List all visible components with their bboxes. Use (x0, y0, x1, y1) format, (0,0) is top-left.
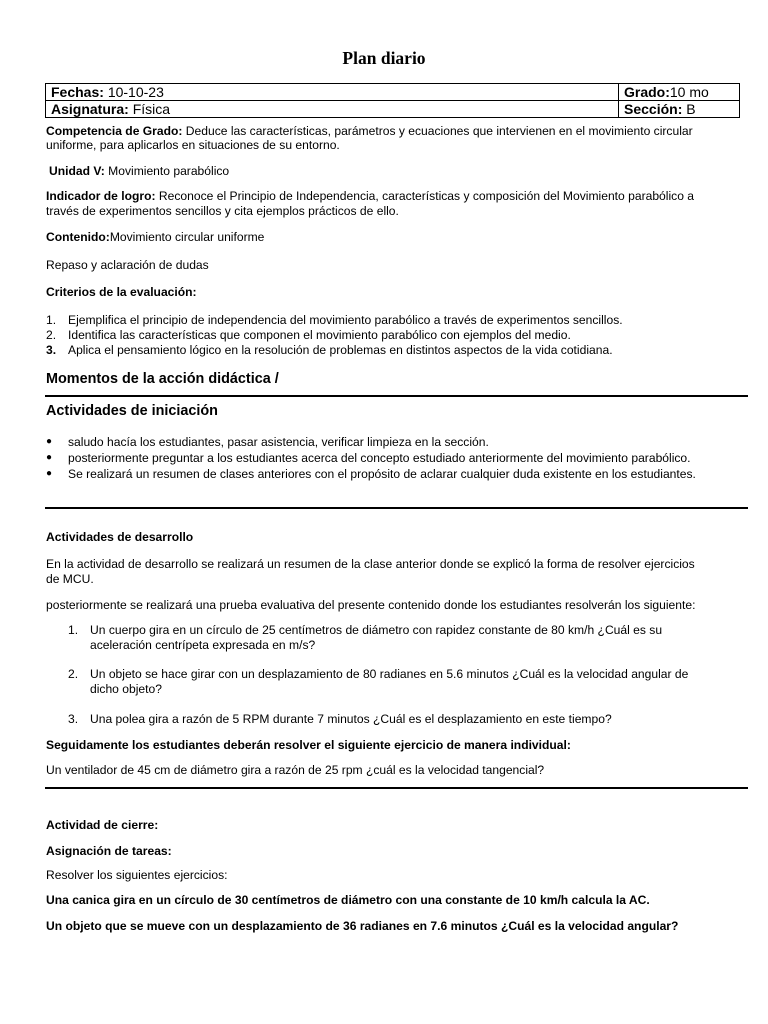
contenido-label: Contenido: (46, 230, 110, 244)
page-title: Plan diario (342, 48, 426, 68)
problem-line1: Una polea gira a razón de 5 RPM durante 7 minutos ¿Cuál es el desplazamiento en este tiempo? (90, 712, 612, 726)
contenido-line (46, 230, 264, 244)
desarrollo-para1-line2: de MCU. (46, 572, 94, 586)
problem-line2: dicho objeto? (90, 682, 162, 696)
asignatura-value: Física (132, 101, 171, 117)
seccion-cell (619, 101, 740, 118)
homework-exercise: Un objeto que se mueve con un desplazamiento de 36 radianes en 7.6 minutos ¿Cuál es la velocidad angular? (46, 919, 679, 933)
indicador-text: Reconoce el Principio de Independencia, características y composición del Movimiento parabólico a (158, 189, 695, 203)
unidad-text: Movimiento parabólico (108, 164, 230, 178)
fechas-value: 10-10-23 (107, 84, 164, 100)
criterio-text: Identifica las características que componen el movimiento parabólico con ejemplos del medio. (68, 328, 571, 342)
fechas-cell (46, 84, 619, 101)
criterio-number: 2. (46, 328, 57, 342)
unidad-line (49, 164, 229, 178)
list-item-text: posteriormente preguntar a los estudiantes acerca del concepto estudiado anteriormente del movimiento parabólico. (68, 451, 691, 465)
problem-line1: Un cuerpo gira en un círculo de 25 centímetros de diámetro con rapidez constante de 80 km/h ¿Cuál es su (90, 623, 663, 637)
criterios-heading: Criterios de la evaluación: (46, 285, 197, 299)
list-item-text: Se realizará un resumen de clases anteriores con el propósito de aclarar cualquier duda existente en los estudiantes. (68, 467, 696, 481)
section-divider (45, 787, 748, 789)
seccion-label: Sección: (624, 101, 683, 117)
header-row (46, 84, 740, 101)
section-divider (45, 507, 748, 509)
competencia-line1 (46, 124, 693, 138)
indicador-label: Indicador de logro: (46, 189, 156, 203)
cierre-heading: Actividad de cierre: (46, 818, 159, 832)
bullet-icon: ● (46, 436, 53, 447)
momentos-heading: Momentos de la acción didáctica / (46, 371, 279, 387)
homework-exercise: Una canica gira en un círculo de 30 centímetros de diámetro con una constante de 10 km/h calcula la AC. (46, 893, 650, 907)
unidad-label: Unidad V: (49, 164, 105, 178)
criterio-text: Ejemplifica el principio de independencia del movimiento parabólico a través de experimentos sencillos. (68, 313, 623, 327)
criterio-number: 3. (46, 343, 57, 357)
list-item-text: saludo hacía los estudiantes, pasar asistencia, verificar limpieza en la sección. (68, 435, 489, 449)
criterio-number: 1. (46, 313, 57, 327)
desarrollo-para1-line1: En la actividad de desarrollo se realizará un resumen de la clase anterior donde se explicó la forma de resolver ejercicios (46, 557, 695, 571)
competencia-label: Competencia de Grado: (46, 124, 183, 138)
seccion-value: B (686, 101, 696, 117)
tareas-heading: Asignación de tareas: (46, 844, 172, 858)
grado-label: Grado: (624, 84, 670, 100)
fechas-label: Fechas: (51, 84, 104, 100)
individual-text: Un ventilador de 45 cm de diámetro gira a razón de 25 rpm ¿cuál es la velocidad tangencial? (46, 763, 545, 777)
tareas-intro: Resolver los siguientes ejercicios: (46, 868, 228, 882)
header-table (45, 83, 740, 118)
problem-number: 2. (68, 667, 79, 681)
indicador-line2: través de experimentos sencillos y cita ejemplos prácticos de ello. (46, 204, 399, 218)
desarrollo-para2: posteriormente se realizará una prueba evaluativa del presente contenido donde los estudiantes resolverán los siguiente: (46, 598, 696, 612)
individual-heading: Seguidamente los estudiantes deberán resolver el siguiente ejercicio de manera individual: (46, 738, 571, 752)
problem-number: 1. (68, 623, 79, 637)
iniciacion-heading: Actividades de iniciación (46, 403, 218, 419)
grado-cell (619, 84, 740, 101)
grado-value: 10 mo (669, 84, 709, 100)
problem-number: 3. (68, 712, 79, 726)
criterio-text: Aplica el pensamiento lógico en la resolución de problemas en distintos aspectos de la vida cotidiana. (68, 343, 613, 357)
contenido-text: Movimiento circular uniforme (109, 230, 265, 244)
section-divider (45, 395, 748, 397)
indicador-line1 (46, 189, 694, 203)
bullet-icon: ● (46, 452, 53, 463)
asignatura-cell (46, 101, 619, 118)
bullet-icon: ● (46, 468, 53, 479)
problem-line2: aceleración centrípeta expresada en m/s? (90, 638, 316, 652)
problem-line1: Un objeto se hace girar con un desplazamiento de 80 radianes en 5.6 minutos ¿Cuál es la velocidad angular de (90, 667, 689, 681)
repaso-text: Repaso y aclaración de dudas (46, 258, 209, 272)
desarrollo-heading: Actividades de desarrollo (46, 530, 194, 544)
asignatura-label: Asignatura: (51, 101, 129, 117)
header-row (46, 101, 740, 118)
competencia-line2: uniforme, para aplicarlos en situaciones de su entorno. (46, 138, 340, 152)
competencia-text: Deduce las características, parámetros y ecuaciones que intervienen en el movimiento circular (185, 124, 693, 138)
